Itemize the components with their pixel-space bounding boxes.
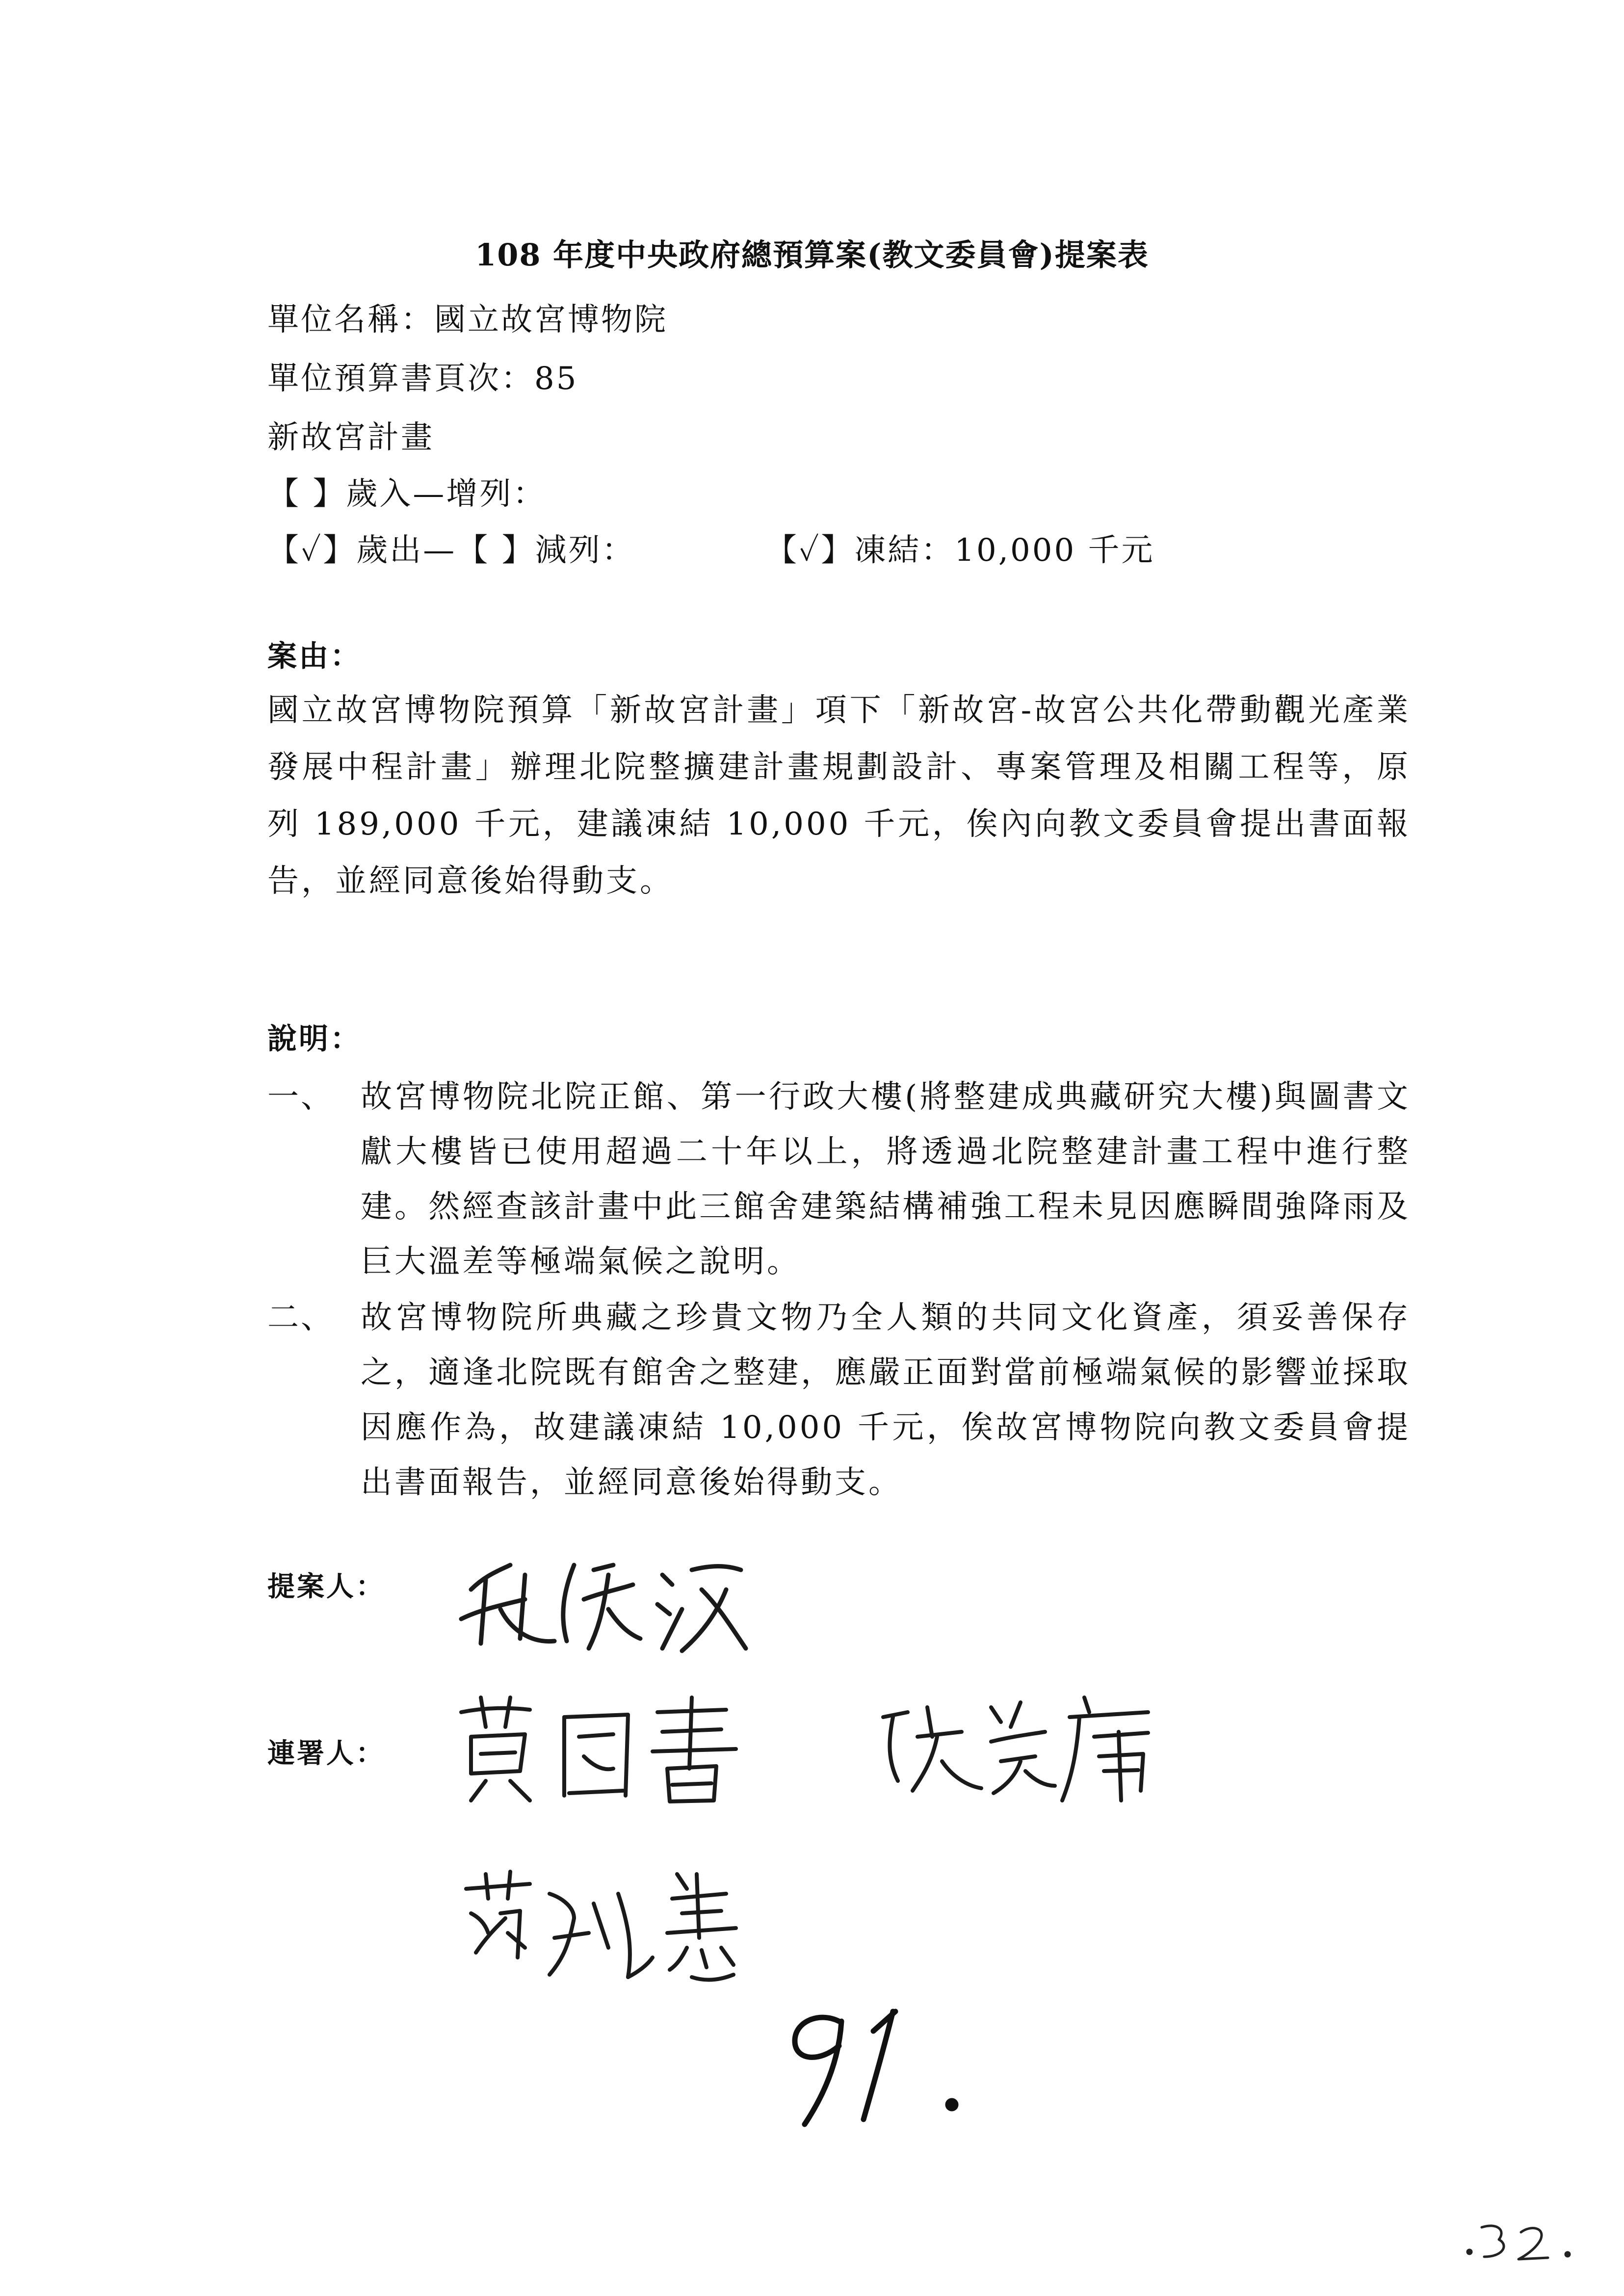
page-mark	[1462, 2213, 1585, 2269]
explanation-heading: 說明：	[267, 1022, 362, 1056]
budget-page: 單位預算書頁次：85	[267, 361, 578, 397]
unit-name: 單位名稱：國立故宮博物院	[267, 302, 668, 338]
expenditure-line: 【✓】歲出—【 】減列：	[267, 532, 635, 569]
explanation-text: 故宮博物院北院正館、第一行政大樓(將整建成典藏研究大樓)與圖書文獻大樓皆已使用超過二十年以上，將透過北院整建計畫工程中進行整建。然經查該計畫中此三館舍建築結構補強工程未見因應瞬間強降雨及巨大溫差等極端氣候之說明。	[361, 1079, 1411, 1280]
proposer-label: 提案人：	[267, 1570, 385, 1603]
revenue-line: 【 】歲入—增列：	[267, 476, 547, 512]
cosigner-signature-2	[873, 1678, 1187, 1805]
cosigner-label: 連署人：	[267, 1737, 385, 1770]
handwritten-number	[775, 2002, 981, 2131]
freeze-line: 【✓】凍結：10,000 千元	[765, 532, 1155, 569]
explanation-number: 一、	[267, 1079, 334, 1115]
cosigner-signature-3	[451, 1859, 795, 1987]
reason-text: 國立故宮博物院預算「新故宮計畫」項下「新故宮-故宮公共化帶動觀光產業發展中程計畫」辦理北院整擴建計畫規劃設計、專案管理及相關工程等，原列 189,000 千元，建議凍結 10,000 千元，俟內向教文委員會提出書面報告，並經同意後始得動支。	[267, 692, 1411, 899]
document-title: 108 年度中央政府總預算案(教文委員會)提案表	[475, 237, 1149, 273]
proposer-signature	[451, 1536, 756, 1663]
program-name: 新故宮計畫	[267, 419, 434, 456]
reason-heading: 案由：	[267, 639, 362, 674]
explanation-text: 故宮博物院所典藏之珍貴文物乃全人類的共同文化資產，須妥善保存之，適逢北院既有館舍之整建，應嚴正面對當前極端氣候的影響並採取因應作為，故建議凍結 10,000 千元，俟故宮博物院向教文委員會提出書面報告，並經同意後始得動支。	[361, 1300, 1411, 1501]
explanation-number: 二、	[267, 1300, 334, 1336]
cosigner-signature-1	[451, 1683, 756, 1810]
